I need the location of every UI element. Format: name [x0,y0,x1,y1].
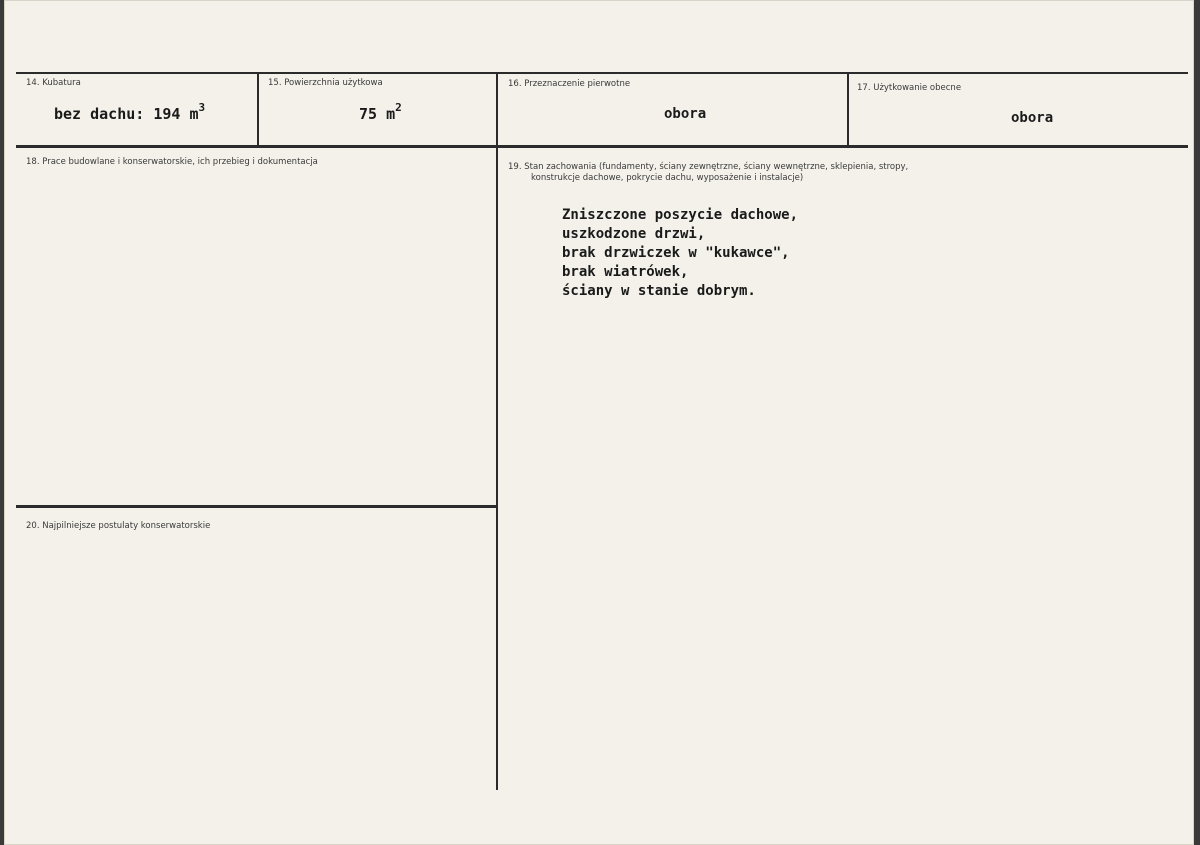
field17-label: 17. Użytkowanie obecne [857,83,962,93]
field16-value: obora [664,106,707,122]
field14-label: 14. Kubatura [26,78,81,88]
field18-bottom-rule [16,505,498,508]
divider-16-17 [847,72,849,147]
row1-bottom-rule [16,145,1188,148]
field19-line: Zniszczone poszycie dachowe, [562,207,799,223]
field17-value: obora [1011,110,1054,126]
field15-value [359,103,402,123]
field19-line: ściany w stanie dobrym. [562,283,756,299]
field15-value-exponent: 2 [395,101,402,114]
field16-label: 16. Przeznaczenie pierwotne [508,79,631,89]
field19-line: brak drzwiczek w "kukawce", [562,245,790,261]
field18-label: 18. Prace budowlane i konserwatorskie, ich przebieg i dokumentacja [26,157,318,167]
top-rule [16,72,1188,74]
field14-value-exponent: 3 [198,101,206,114]
field19-value [562,206,798,301]
field19-line: brak wiatrówek, [562,264,689,280]
field19-label-line1: 19. Stan zachowania (fundamenty, ściany zewnętrzne, ściany wewnętrzne, sklepienia, stropy, [508,162,909,172]
field14-value [54,103,205,123]
divider-left-right [496,72,498,790]
field14-value-text: bez dachu: 194 m [54,105,199,123]
field19-line: uszkodzone drzwi, [562,226,706,242]
field15-label: 15. Powierzchnia użytkowa [268,78,383,88]
field19-label-line2: konstrukcje dachowe, pokrycie dachu, wyposażenie i instalacje) [531,173,804,183]
field20-label: 20. Najpilniejsze postulaty konserwatorskie [26,521,211,531]
field15-value-text: 75 m [359,105,396,123]
record-card [4,0,1194,845]
divider-14-15 [257,72,259,147]
